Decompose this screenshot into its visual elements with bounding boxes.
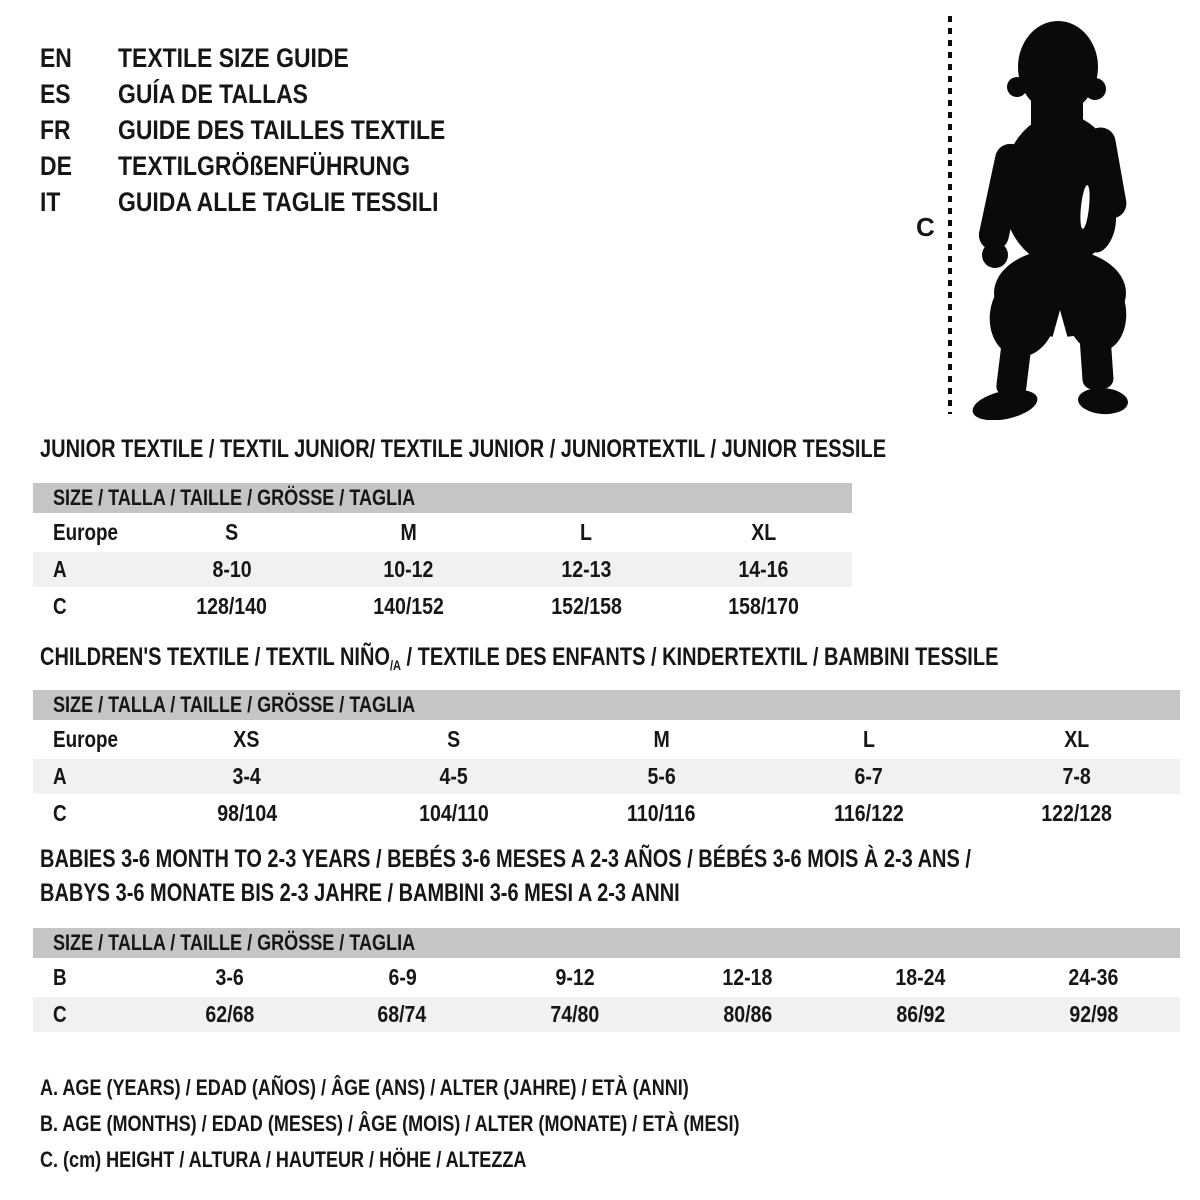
lang-row-de xyxy=(40,148,503,184)
babies-size-table xyxy=(33,928,1180,1032)
size-value-cell: 5-6 xyxy=(647,763,676,789)
language-title-block xyxy=(40,40,503,220)
lang-code: ES xyxy=(40,78,71,109)
row-label-cell: B xyxy=(53,964,67,990)
lang-code: DE xyxy=(40,150,72,181)
size-value-cell: 158/170 xyxy=(728,593,799,619)
size-value-cell: 12-13 xyxy=(561,556,612,582)
table-row-age xyxy=(33,552,852,587)
size-header-bar xyxy=(33,690,1180,720)
size-value-cell: 8-10 xyxy=(212,556,252,582)
size-header-text: SIZE / TALLA / TAILLE / GRÖSSE / TAGLIA xyxy=(53,930,416,955)
row-label-cell: C xyxy=(53,1001,67,1027)
note-height-cm: C. (cm) HEIGHT / ALTURA / HAUTEUR / HÖHE / ALTEZZA xyxy=(40,1147,527,1172)
baby-silhouette xyxy=(965,15,1140,420)
lang-row-fr xyxy=(40,112,503,148)
size-value-cell: 104/110 xyxy=(419,800,489,826)
size-value-cell: 12-18 xyxy=(722,964,773,990)
lang-title: GUIDA ALLE TAGLIE TESSILI xyxy=(118,186,439,217)
lang-code: EN xyxy=(40,42,72,73)
height-measure-dashed-line xyxy=(948,16,952,414)
size-value-cell: 80/86 xyxy=(723,1001,773,1027)
size-value-cell: 128/140 xyxy=(196,593,267,619)
table-row-height xyxy=(33,589,852,624)
table-row-height xyxy=(33,796,1180,831)
table-row-europe xyxy=(33,722,1180,757)
legend-notes xyxy=(40,1070,893,1178)
table-row-europe xyxy=(33,515,852,550)
babies-section-title-line1: BABIES 3-6 MONTH TO 2-3 YEARS / BEBÉS 3-6 MESES A 2-3 AÑOS / BÉBÉS 3-6 MOIS À 2-3 ANS / xyxy=(40,845,971,873)
size-value-cell: S xyxy=(447,726,461,752)
size-value-cell: 7-8 xyxy=(1062,763,1091,789)
row-label-cell: A xyxy=(53,763,67,789)
lang-title: GUIDE DES TAILLES TEXTILE xyxy=(118,114,446,145)
junior-section-title: JUNIOR TEXTILE / TEXTIL JUNIOR/ TEXTILE JUNIOR / JUNIORTEXTIL / JUNIOR TESSILE xyxy=(40,435,887,463)
children-size-table xyxy=(33,690,1180,831)
lang-title: TEXTILGRÖßENFÜHRUNG xyxy=(118,150,410,181)
lang-title: GUÍA DE TALLAS xyxy=(118,78,308,109)
row-label-cell: C xyxy=(53,593,67,619)
children-section-title: CHILDREN'S TEXTILE / TEXTIL $NIÑO_{/A}$ / TEXTILE DES ENFANTS / KINDERTEXTIL / BAMBINI TESSILE xyxy=(40,643,999,673)
size-value-cell: XL xyxy=(750,519,776,545)
table-row-height xyxy=(33,997,1180,1032)
size-value-cell: 140/152 xyxy=(373,593,445,619)
size-value-cell: 6-7 xyxy=(854,763,884,789)
lang-row-es xyxy=(40,76,503,112)
size-value-cell: 116/122 xyxy=(834,800,904,826)
note-age-years: A. AGE (YEARS) / EDAD (AÑOS) / ÂGE (ANS) / ALTER (JAHRE) / ETÀ (ANNI) xyxy=(40,1075,689,1100)
table-row-months xyxy=(33,960,1180,995)
size-value-cell: 98/104 xyxy=(216,800,277,826)
size-value-cell: 68/74 xyxy=(377,1001,427,1027)
size-value-cell: 110/116 xyxy=(627,800,696,826)
size-value-cell: 3-6 xyxy=(215,964,244,990)
lang-row-en xyxy=(40,40,503,76)
size-value-cell: 92/98 xyxy=(1069,1001,1119,1027)
lang-code: IT xyxy=(40,186,61,217)
size-value-cell: S xyxy=(225,519,239,545)
size-value-cell: 74/80 xyxy=(550,1001,600,1027)
size-value-cell: 152/158 xyxy=(550,593,622,619)
row-label-cell: C xyxy=(53,800,67,826)
size-value-cell: 3-4 xyxy=(232,763,261,789)
lang-code: FR xyxy=(40,114,71,145)
size-value-cell: M xyxy=(400,519,418,545)
size-header-text: SIZE / TALLA / TAILLE / GRÖSSE / TAGLIA xyxy=(53,485,416,510)
size-header-text: SIZE / TALLA / TAILLE / GRÖSSE / TAGLIA xyxy=(53,692,416,717)
size-value-cell: 9-12 xyxy=(555,964,595,990)
size-value-cell: 86/92 xyxy=(896,1001,946,1027)
junior-size-table xyxy=(33,483,852,624)
size-value-cell: 4-5 xyxy=(439,763,469,789)
nino-a-subscript: /A xyxy=(389,657,401,673)
size-value-cell: 18-24 xyxy=(895,964,946,990)
size-value-cell: 24-36 xyxy=(1068,964,1119,990)
row-label-cell: Europe xyxy=(53,726,118,752)
size-value-cell: XL xyxy=(1063,726,1089,752)
size-value-cell: 6-9 xyxy=(388,964,417,990)
lang-title: TEXTILE SIZE GUIDE xyxy=(118,42,349,73)
note-age-months: B. AGE (MONTHS) / EDAD (MESES) / ÂGE (MOIS) / ALTER (MONATE) / ETÀ (MESI) xyxy=(40,1111,740,1136)
height-measure-label: C xyxy=(916,212,935,242)
size-value-cell: M xyxy=(653,726,670,752)
row-label-cell: A xyxy=(53,556,67,582)
size-value-cell: 122/128 xyxy=(1040,800,1112,826)
size-value-cell: 14-16 xyxy=(738,556,789,582)
size-value-cell: 62/68 xyxy=(204,1001,254,1027)
size-header-bar xyxy=(33,928,1180,958)
babies-section-title-line2: BABYS 3-6 MONATE BIS 2-3 JAHRE / BAMBINI 3-6 MESI A 2-3 ANNI xyxy=(40,879,680,907)
size-value-cell: L xyxy=(862,726,875,752)
size-value-cell: XS xyxy=(233,726,260,752)
size-value-cell: L xyxy=(580,519,593,545)
row-label-cell: Europe xyxy=(53,519,118,545)
size-header-bar xyxy=(33,483,852,513)
size-value-cell: 10-12 xyxy=(383,556,434,582)
lang-row-it xyxy=(40,184,503,220)
table-row-age xyxy=(33,759,1180,794)
